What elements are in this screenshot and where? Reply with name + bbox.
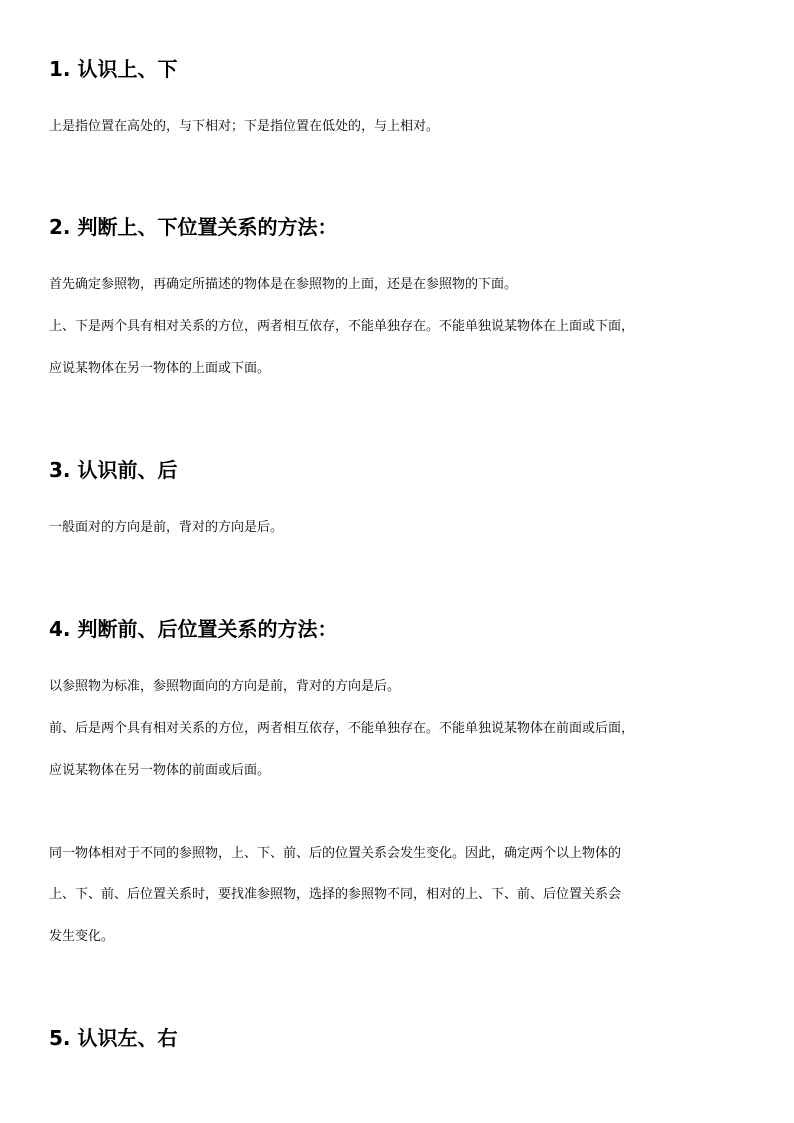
section-4-heading: 4. 判断前、后位置关系的方法： <box>49 617 338 641</box>
section-4-line-1: 以参照物为标准，参照物面向的方向是前，背对的方向是后。 <box>49 679 401 694</box>
section-5-heading: 5. 认识左、右 <box>49 1026 178 1050</box>
section-4-note-line-3: 发生变化。 <box>49 929 115 944</box>
section-2-line-1: 首先确定参照物，再确定所描述的物体是在参照物的上面，还是在参照物的下面。 <box>49 277 518 292</box>
section-3-heading: 3. 认识前、后 <box>49 458 178 482</box>
section-4-note-line-2: 上、下、前、后位置关系时，要找准参照物，选择的参照物不同，相对的上、下、前、后位置关系会 <box>49 887 622 902</box>
section-1-heading: 1. 认识上、下 <box>49 57 178 81</box>
section-2-line-2: 上、下是两个具有相对关系的方位，两者相互依存，不能单独存在。不能单独说某物体在上面或下面， <box>49 319 635 334</box>
section-1-line-1: 上是指位置在高处的，与下相对；下是指位置在低处的，与上相对。 <box>49 119 440 134</box>
section-2-heading: 2. 判断上、下位置关系的方法： <box>49 215 338 239</box>
section-2-line-3: 应说某物体在另一物体的上面或下面。 <box>49 361 271 376</box>
section-4-line-3: 应说某物体在另一物体的前面或后面。 <box>49 763 271 778</box>
section-4-note-line-1: 同一物体相对于不同的参照物，上、下、前、后的位置关系会发生变化。因此，确定两个以上物体的 <box>49 846 622 861</box>
section-4-line-2: 前、后是两个具有相对关系的方位，两者相互依存，不能单独存在。不能单独说某物体在前面或后面， <box>49 721 635 736</box>
section-3-line-1: 一般面对的方向是前，背对的方向是后。 <box>49 520 284 535</box>
